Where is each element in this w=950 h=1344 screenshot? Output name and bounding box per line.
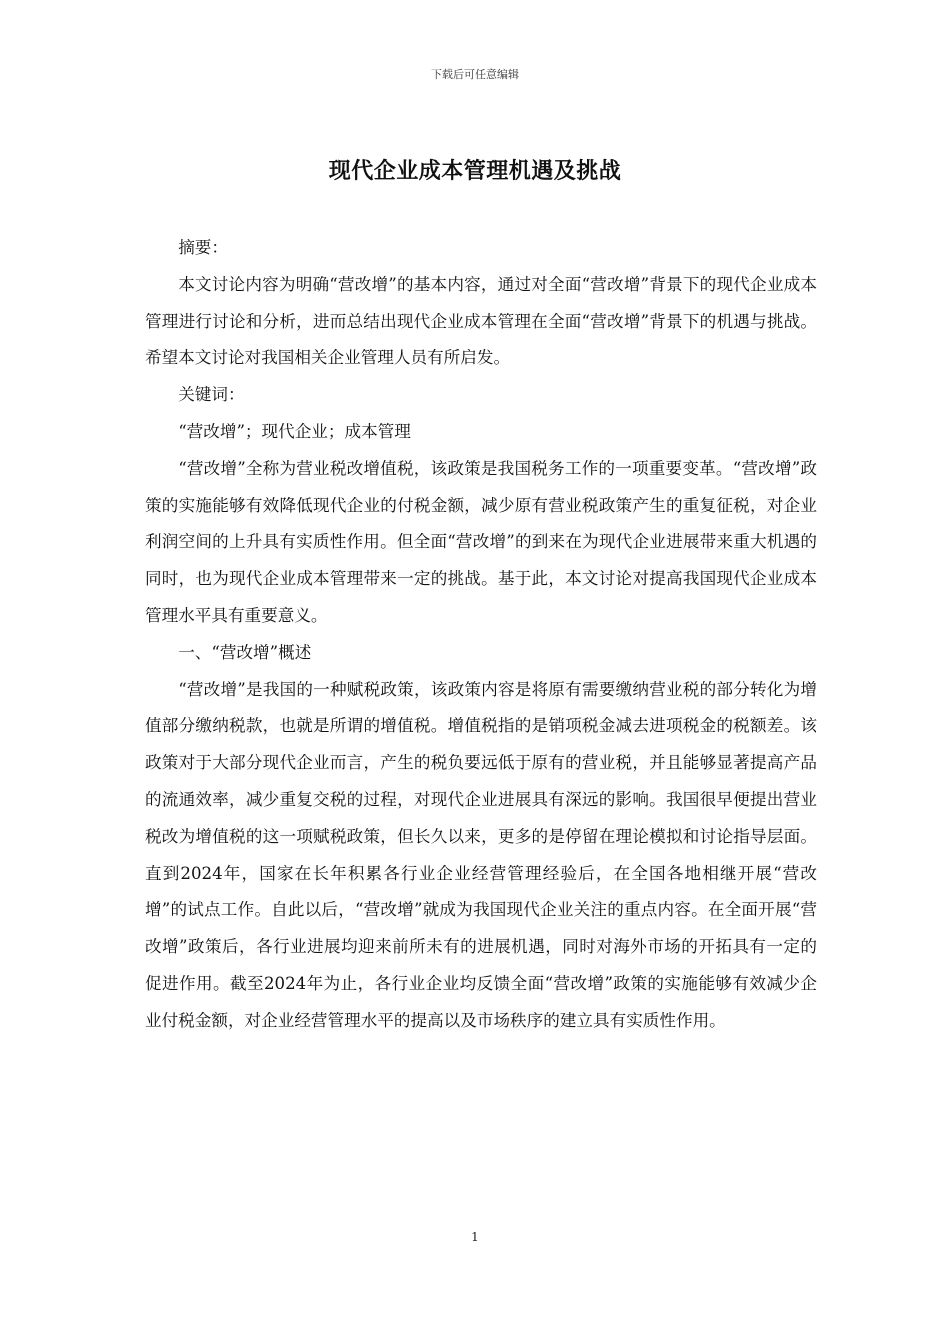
page-header: 下载后可任意编辑 bbox=[431, 68, 519, 81]
page-number: 1 bbox=[471, 1230, 479, 1244]
abstract-paragraph: 本文讨论内容为明确“营改增”的基本内容，通过对全面“营改增”背景下的现代企业成本管理进行讨论和分析，进而总结出现代企业成本管理在全面“营改增”背景下的机遇与挑战。希望本文讨论对我国相关企业管理人员有所启发。 bbox=[145, 274, 817, 368]
section-heading: 一、“营改增”概述 bbox=[178, 642, 312, 662]
document-body bbox=[145, 230, 817, 1040]
keywords-list: “营改增”；现代企业；成本管理 bbox=[178, 421, 411, 441]
keywords-label: 关键词： bbox=[178, 385, 245, 405]
document-title: 现代企业成本管理机遇及挑战 bbox=[328, 159, 622, 184]
section-paragraph: “营改增”是我国的一种赋税政策，该政策内容是将原有需要缴纳营业税的部分转化为增值部分缴纳税款，也就是所谓的增值税。增值税指的是销项税金减去进项税金的税额差。该政策对于大部分现代企业而言，产生的税负要远低于原有的营业税，并且能够显著提高产品的流通效率，减少重复交税的过程，对现代企业进展具有深远的影响。我国很早便提出营业税改为增值税的这一项赋税政策，但长久以来，更多的是停留在理论模拟和讨论指导层面。直到2024年，国家在长年积累各行业企业经营管理经验后，在全国各地相继开展“营改增”的试点工作。自此以后，“营改增”就成为我国现代企业关注的重点内容。在全面开展“营改增”政策后，各行业进展均迎来前所未有的进展机遇，同时对海外市场的开拓具有一定的促进作用。截至2024年为止，各行业企业均反馈全面“营改增”政策的实施能够有效减少企业付税金额，对企业经营管理水平的提高以及市场秩序的建立具有实质性作用。 bbox=[145, 679, 817, 1030]
abstract-label: 摘要： bbox=[178, 238, 228, 257]
intro-paragraph: “营改增”全称为营业税改增值税，该政策是我国税务工作的一项重要变革。“营改增”政策的实施能够有效降低现代企业的付税金额，减少原有营业税政策产生的重复征税，对企业利润空间的上升具有实质性作用。但全面“营改增”的到来在为现代企业进展带来重大机遇的同时，也为现代企业成本管理带来一定的挑战。基于此，本文讨论对提高我国现代企业成本管理水平具有重要意义。 bbox=[145, 458, 817, 625]
